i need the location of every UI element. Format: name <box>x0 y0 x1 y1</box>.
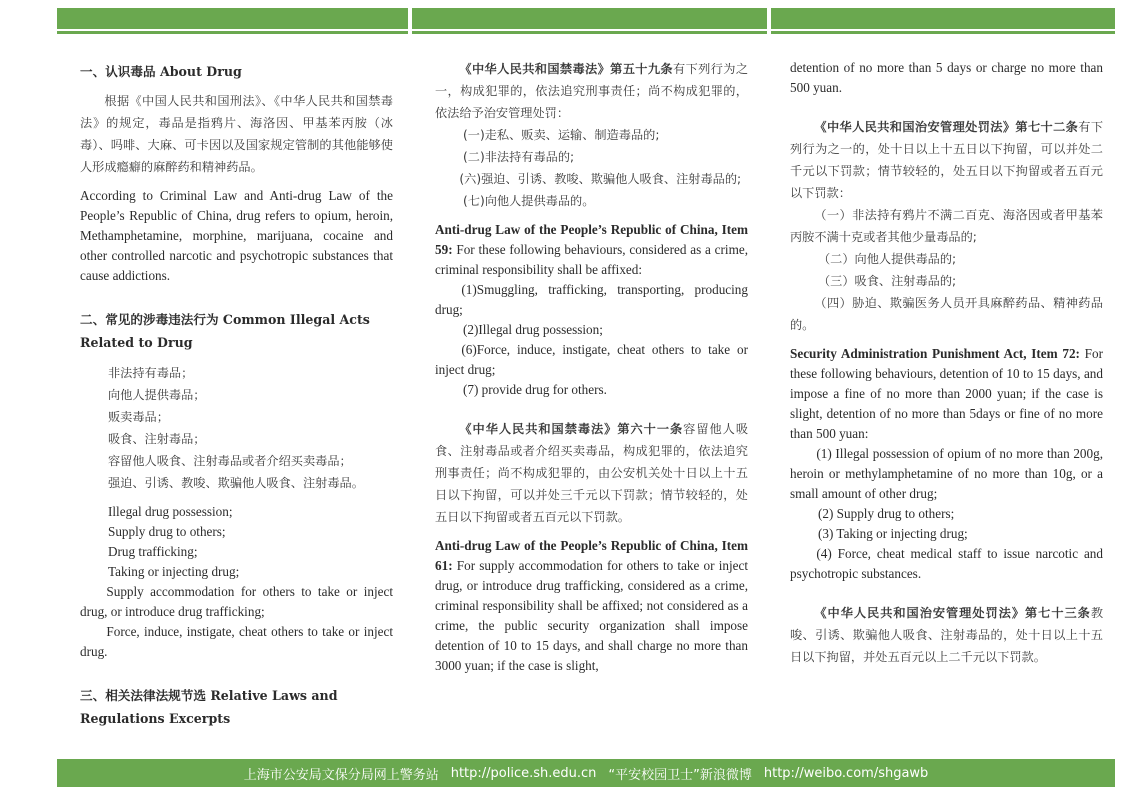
illegal-act-en: Supply accommodation for others to take or inject drug, or introduce drug trafficking; <box>80 584 393 619</box>
top-green-band-left <box>57 8 408 34</box>
top-green-band-middle <box>412 8 767 34</box>
heading-about-drug: 一、认识毒品 About Drug <box>80 64 242 79</box>
illegal-act-cn: 强迫、引诱、教唆、欺骗他人吸食、注射毒品。 <box>108 476 364 490</box>
footer-weibo-label: “平安校园卫士”新浪微博 <box>608 767 752 783</box>
item-72-entry: (2) Supply drug to others; <box>818 506 955 521</box>
article-72-item: （四）胁迫、欺骗医务人员开具麻醉药品、精神药品的。 <box>790 296 1103 332</box>
article-73-cn <box>790 602 1103 668</box>
article-73-text: 教唆、引诱、欺骗他人吸食、注射毒品的，处十日以上十五日以下拘留，并处五百元以上二千元以下罚款。 <box>790 606 1103 664</box>
item-61-en <box>435 536 748 676</box>
item-72-entry: (1) Illegal possession of opium of no more than 200g, heroin or methylamphetamine of no more than 10g, or a small amount of other drug; <box>790 446 1103 501</box>
article-72-item: （一）非法持有鸦片不满二百克、海洛因或者甲基苯丙胺不满十克或者其他少量毒品的; <box>790 208 1103 244</box>
footer-police-link[interactable]: http://police.sh.edu.cn <box>450 765 597 781</box>
item-72-en <box>790 344 1103 444</box>
article-72-title: 《中华人民共和国治安管理处罚法》第七十二条 <box>814 120 1079 134</box>
item-72-text: For these following behaviours, detention of 10 to 15 days, and impose a fine of no more than 2000 yuan; if the case is slight, detention of no more than 5days or fine of no more than 500 yuan: <box>790 346 1103 441</box>
heading-illegal-acts: 二、常见的涉毒违法行为 Common Illegal Acts Related to Drug <box>80 312 370 350</box>
item-59-entry: (2)Illegal drug possession; <box>463 322 603 337</box>
item-59-entry: (6)Force, induce, instigate, cheat others to take or inject drug; <box>435 342 748 377</box>
footer-weibo-link[interactable]: http://weibo.com/shgawb <box>763 765 929 781</box>
illegal-act-cn: 吸食、注射毒品； <box>108 432 206 446</box>
footer-org: 上海市公安局文保分局网上警务站 <box>243 767 439 783</box>
illegal-act-cn: 非法持有毒品； <box>108 366 194 380</box>
item-72-title: Security Administration Punishment Act, Item 72: <box>790 346 1080 361</box>
illegal-act-en: Taking or injecting drug; <box>108 564 240 579</box>
article-61-cn <box>435 418 748 528</box>
illegal-act-en: Illegal drug possession; <box>108 504 233 519</box>
illegal-act-en: Supply drug to others; <box>108 524 226 539</box>
article-59-text: 有下列行为之一，构成犯罪的，依法追究刑事责任；尚不构成犯罪的，依法给予治安管理处罚： <box>435 62 749 120</box>
item-59-title: Anti-drug Law of the People’s Republic of China, Item 59: <box>435 222 748 257</box>
article-59-cn <box>435 58 748 124</box>
illegal-act-cn: 向他人提供毒品； <box>108 388 206 402</box>
article-59-item: (二)非法持有毒品的; <box>463 150 575 164</box>
item-72-entry: (4) Force, cheat medical staff to issue narcotic and psychotropic substances. <box>790 546 1103 581</box>
column-middle <box>435 58 748 676</box>
column-right <box>790 58 1103 668</box>
item-72-entry: (3) Taking or injecting drug; <box>818 526 968 541</box>
definition-en: According to Criminal Law and Anti-drug Law of the People’s Republic of China, drug refers to opium, heroin, Methamphetamine, morphine, marijuana, cocaine and other controlled narcotic and psychotropic substances that cause addictions. <box>80 188 393 283</box>
item-61-continuation: detention of no more than 5 days or charge no more than 500 yuan. <box>790 60 1103 95</box>
definition-cn: 根据《中国人民共和国刑法》、《中华人民共和国禁毒法》的规定，毒品是指鸦片、海洛因、甲基苯丙胺（冰毒）、吗啡、大麻、可卡因以及国家规定管制的其他能够使人形成瘾癖的麻醉药和精神药品。 <box>80 94 393 174</box>
article-72-item: （二）向他人提供毒品的; <box>818 252 957 266</box>
article-59-title: 《中华人民共和国禁毒法》第五十九条 <box>459 62 673 76</box>
item-59-en <box>435 220 748 280</box>
article-61-title: 《中华人民共和国禁毒法》第六十一条 <box>459 422 684 436</box>
article-59-item: (一)走私、贩卖、运输、制造毒品的; <box>463 128 660 142</box>
article-73-title: 《中华人民共和国治安管理处罚法》第七十三条 <box>814 606 1091 620</box>
item-61-text: For supply accommodation for others to take or inject drug, or introduce drug trafficking, considered as a crime, criminal responsibility shall be affixed; not considered as a crime, the public security organization shall impose detention of 10 to 15 days, and shall charge no more than 3000 yuan; if the case is slight, <box>435 558 748 673</box>
article-59-item: (七)向他人提供毒品的。 <box>463 194 595 208</box>
illegal-act-cn: 容留他人吸食、注射毒品或者介绍买卖毒品； <box>108 454 352 468</box>
illegal-act-cn: 贩卖毒品； <box>108 410 169 424</box>
column-left <box>80 58 393 730</box>
article-61-text: 容留他人吸食、注射毒品或者介绍买卖毒品，构成犯罪的，依法追究刑事责任；尚不构成犯罪的，由公安机关处十日以上十五日以下拘留，可以并处三千元以下罚款；情节较轻的，处五日以下拘留或者五百元以下罚款。 <box>435 422 749 524</box>
article-72-text: 有下列行为之一的，处十日以上十五日以下拘留，可以并处二千元以下罚款；情节较轻的，处五日以下拘留或者五百元以下罚款： <box>790 120 1104 200</box>
footer-band <box>57 759 1115 787</box>
illegal-act-en: Drug trafficking; <box>108 544 198 559</box>
top-green-band-right <box>771 8 1115 34</box>
item-61-title: Anti-drug Law of the People’s Republic of China, Item 61: <box>435 538 748 573</box>
item-59-text: For these following behaviours, considered as a crime, criminal responsibility shall be affixed: <box>435 242 748 277</box>
article-72-cn <box>790 116 1103 204</box>
item-59-entry: (1)Smuggling, trafficking, transporting, producing drug; <box>435 282 748 317</box>
illegal-act-en: Force, induce, instigate, cheat others to take or inject drug. <box>80 624 393 659</box>
article-72-item: （三）吸食、注射毒品的; <box>818 274 957 288</box>
article-59-item: (六)强迫、引诱、教唆、欺骗他人吸食、注射毒品的; <box>459 172 742 186</box>
item-59-entry: (7) provide drug for others. <box>463 382 607 397</box>
heading-laws-excerpts: 三、相关法律法规节选 Relative Laws and Regulations Excerpts <box>80 688 338 726</box>
